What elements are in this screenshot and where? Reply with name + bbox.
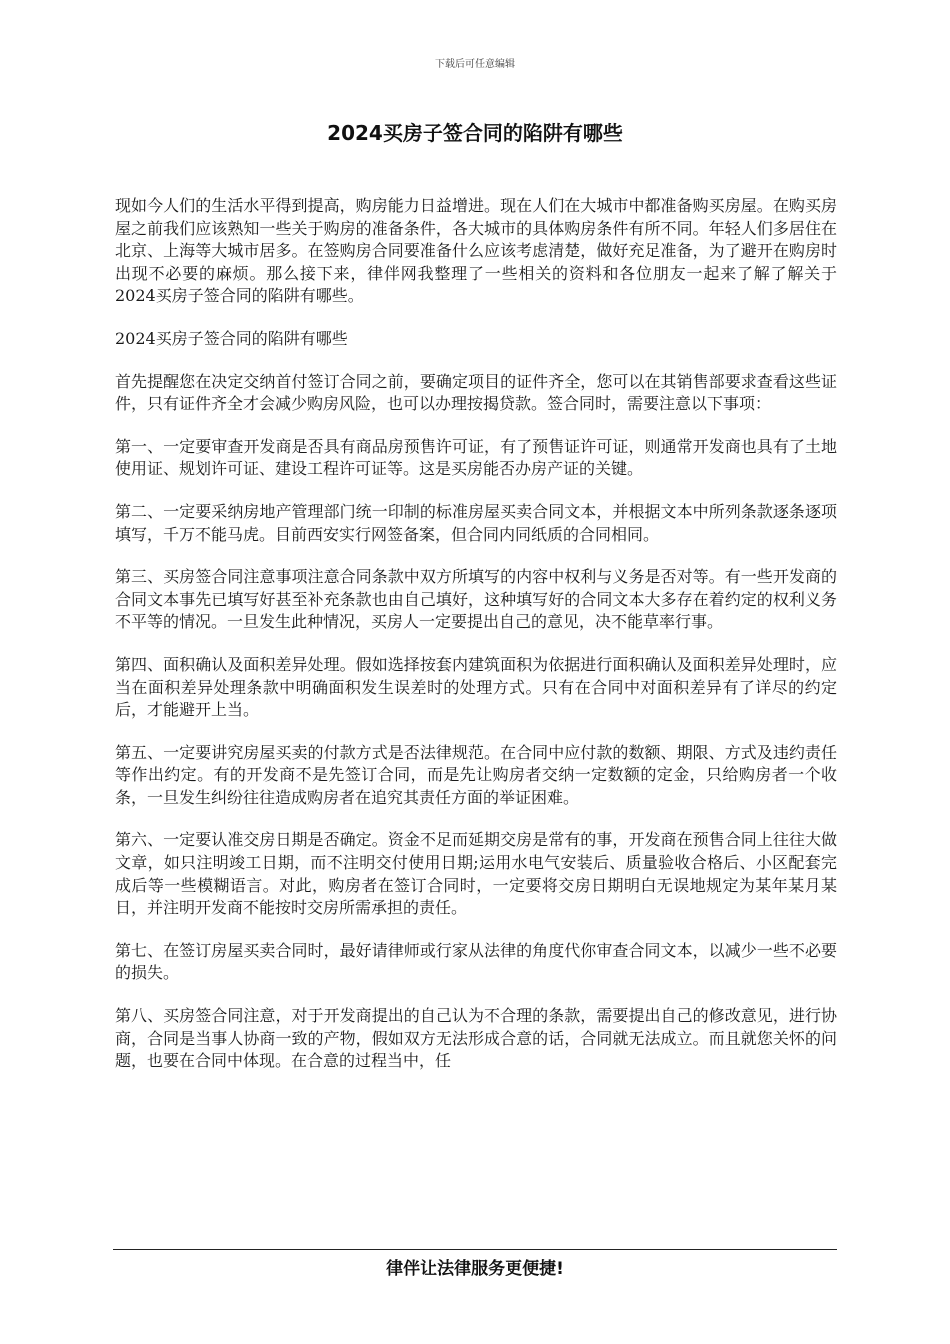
paragraph-subheading: 2024买房子签合同的陷阱有哪些 [115,328,348,348]
paragraph-item-3: 第三、买房签合同注意事项注意合同条款中双方所填写的内容中权利与义务是否对等。有一些开发商的合同文本事先已填写好甚至补充条款也由自己填好，这种填写好的合同文本大多存在着约定的权利义务不平等的情况。一旦发生此种情况，买房人一定要提出自己的意见，决不能草率行事。 [115,567,837,632]
footer-divider [113,1249,837,1250]
paragraph-reminder: 首先提醒您在决定交纳首付签订合同之前，要确定项目的证件齐全，您可以在其销售部要求查看这些证件，只有证件齐全才会减少购房风险，也可以办理按揭贷款。签合同时，需要注意以下事项： [115,371,837,414]
paragraph-item-8: 第八、买房签合同注意，对于开发商提出的自己认为不合理的条款，需要提出自己的修改意见，进行协商，合同是当事人协商一致的产物，假如双方无法形成合意的话，合同就无法成立。而且就您关怀的问题，也要在合同中体现。在合意的过程当中，任 [115,1006,837,1071]
paragraph-item-5: 第五、一定要讲究房屋买卖的付款方式是否法律规范。在合同中应付款的数额、期限、方式及违约责任等作出约定。有的开发商不是先签订合同，而是先让购房者交纳一定数额的定金，只给购房者一个收条，一旦发生纠纷往往造成购房者在追究其责任方面的举证困难。 [115,742,837,807]
paragraph-intro: 现如今人们的生活水平得到提高，购房能力日益增进。现在人们在大城市中都准备购买房屋。在购买房屋之前我们应该熟知一些关于购房的准备条件，各大城市的具体购房条件有所不同。年轻人们多居住在北京、上海等大城市居多。在签购房合同要准备什么应该考虑清楚，做好充足准备，为了避开在购房时出现不必要的麻烦。那么接下来，律伴网我整理了一些相关的资料和各位朋友一起来了解了解关于2024买房子签合同的陷阱有哪些。 [115,196,837,306]
header-note: 下载后可任意编辑 [435,59,515,70]
document-body [115,195,837,1093]
paragraph-item-4: 第四、面积确认及面积差异处理。假如选择按套内建筑面积为依据进行面积确认及面积差异处理时，应当在面积差异处理条款中明确面积发生误差时的处理方式。只有在合同中对面积差异有了详尽的约定后，才能避开上当。 [115,654,837,720]
footer-slogan: 律伴让法律服务更便捷! [386,1259,564,1279]
paragraph-item-2: 第二、一定要采纳房地产管理部门统一印制的标准房屋买卖合同文本，并根据文本中所列条款逐条逐项填写，千万不能马虎。目前西安实行网签备案，但合同内同纸质的合同相同。 [115,501,837,544]
paragraph-item-1: 第一、一定要审查开发商是否具有商品房预售许可证，有了预售证许可证，则通常开发商也具有了土地使用证、规划许可证、建设工程许可证等。这是买房能否办房产证的关键。 [115,436,837,479]
paragraph-item-7: 第七、在签订房屋买卖合同时，最好请律师或行家从法律的角度代你审查合同文本，以减少一些不必要的损失。 [115,940,837,983]
document-title: 2024买房子签合同的陷阱有哪些 [327,121,623,145]
paragraph-item-6: 第六、一定要认准交房日期是否确定。资金不足而延期交房是常有的事，开发商在预售合同上往往大做文章，如只注明竣工日期，而不注明交付使用日期;运用水电气安装后、质量验收合格后、小区配套完成后等一些模糊语言。对此，购房者在签订合同时，一定要将交房日期明白无误地规定为某年某月某日，并注明开发商不能按时交房所需承担的责任。 [115,830,837,918]
